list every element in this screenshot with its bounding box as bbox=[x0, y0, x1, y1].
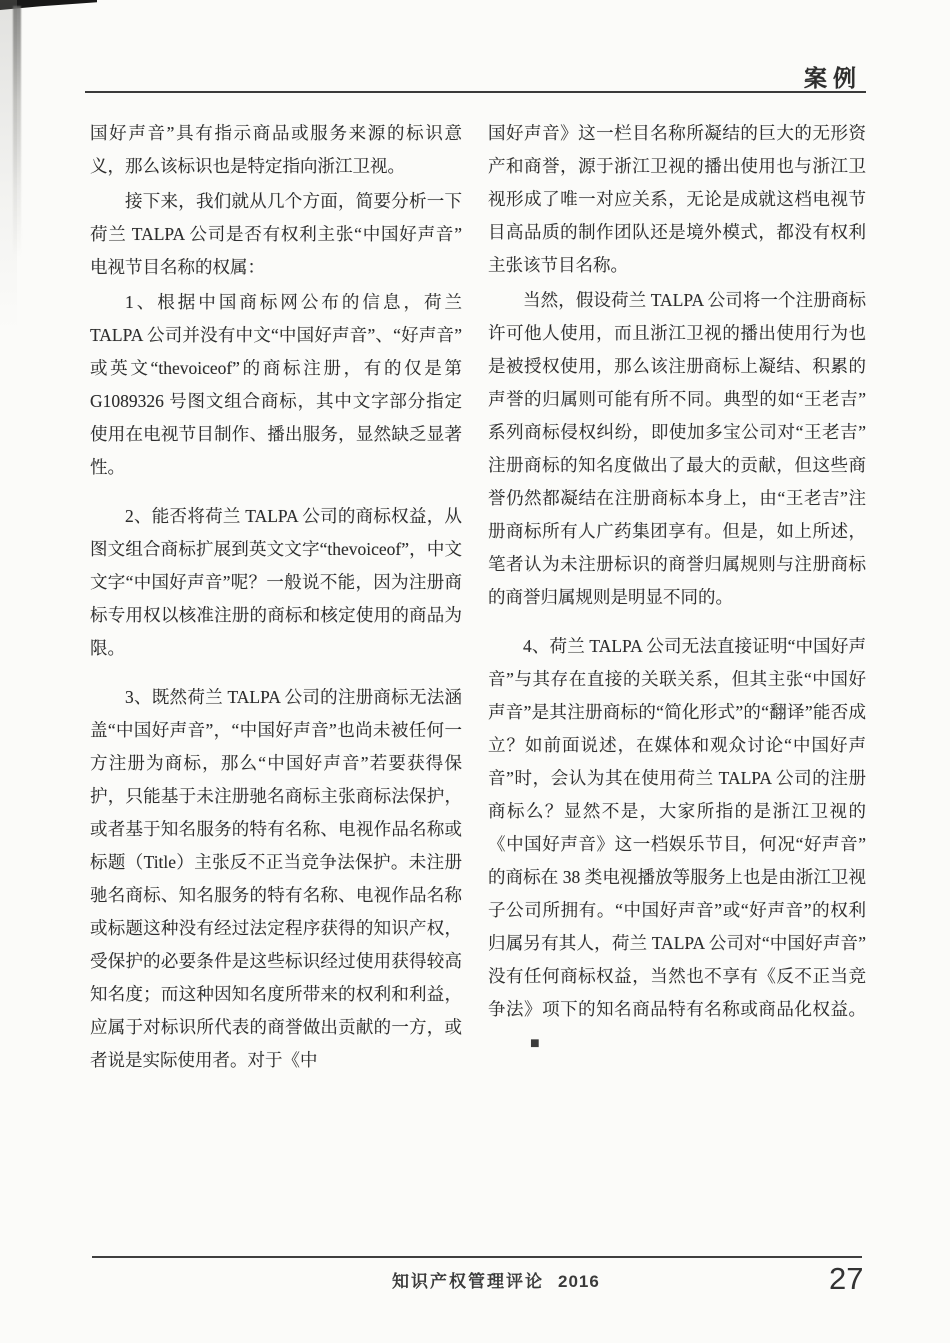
paragraph: 接下来，我们就从几个方面，简要分析一下荷兰 TALPA 公司是否有权利主张“中国好声音”电视节目名称的权属： bbox=[90, 191, 462, 277]
paragraph-text: 4、荷兰 TALPA 公司无法直接证明“中国好声音”与其存在直接的关联关系，但其主张“中国好声音”是其注册商标的“简化形式”的“翻译”能否成立？如前面说述，在媒体和观众讨论“中国好声音”时，会认为其在使用荷兰 TALPA 公司的注册商标么？显然不是，大家所指的是浙江卫视的《中国好声音》这一档娱乐节目，何况“好声音”的商标在 38 类电视播放等服务上也是由浙江卫视子公司所拥有。“中国好声音”或“好声音”的权利归属另有其人，荷兰 TALPA 公司对“中国好声音”没有任何商标权益，当然也不享有《反不正当竞争法》项下的知名商品特有名称或商品化权益。 bbox=[488, 636, 866, 1019]
footer-rule bbox=[92, 1256, 862, 1258]
paragraph: 1、根据中国商标网公布的信息，荷兰 TALPA 公司并没有中文“中国好声音”、“好声音”或英文“thevoiceof”的商标注册，有的仅是第 G1089326 号图文组合商标，其中文字部分指定使用在电视节目制作、播出服务，显然缺乏显著性。 bbox=[90, 292, 462, 477]
header-rule bbox=[85, 91, 866, 93]
paragraph bbox=[488, 630, 866, 1060]
article-end-mark-icon: ■ bbox=[530, 1035, 540, 1052]
paragraph: 国好声音”具有指示商品或服务来源的标识意义，那么该标识也是特定指向浙江卫视。 bbox=[90, 123, 462, 176]
text-column-left bbox=[90, 117, 462, 1077]
page-number: 27 bbox=[829, 1261, 864, 1296]
section-label: 案例 bbox=[804, 65, 862, 91]
paragraph: 当然，假设荷兰 TALPA 公司将一个注册商标许可他人使用，而且浙江卫视的播出使用行为也是被授权使用，那么该注册商标上凝结、积累的声誉的归属则可能有所不同。典型的如“王老吉”系列商标侵权纠纷，即使加多宝公司对“王老吉”注册商标的知名度做出了最大的贡献，但这些商誉仍然都凝结在注册商标本身上，由“王老吉”注册商标所有人广药集团享有。但是，如上所述，笔者认为未注册标识的商誉归属规则与注册商标的商誉归属规则是明显不同的。 bbox=[488, 290, 866, 607]
journal-year: 2016 bbox=[558, 1272, 600, 1291]
scan-artifact-left-line bbox=[13, 6, 21, 258]
paragraph: 3、既然荷兰 TALPA 公司的注册商标无法涵盖“中国好声音”，“中国好声音”也尚未被任何一方注册为商标，那么“中国好声音”若要获得保护，只能基于未注册驰名商标主张商标法保护，或者基于知名服务的特有名称、电视作品名称或标题（Title）主张反不正当竞争法保护。未注册驰名商标、知名服务的特有名称、电视作品名称或标题这种没有经过法定程序获得的知识产权，受保护的必要条件是这些标识经过使用获得较高知名度；而这种因知名度所带来的权利和利益，应属于对标识所代表的商誉做出贡献的一方，或者说是实际使用者。对于《中 bbox=[90, 687, 462, 1070]
footer-journal-line bbox=[392, 1267, 600, 1292]
journal-title: 知识产权管理评论 bbox=[392, 1272, 544, 1291]
paragraph: 国好声音》这一栏目名称所凝结的巨大的无形资产和商誉，源于浙江卫视的播出使用也与浙江卫视形成了唯一对应关系，无论是成就这档电视节目高品质的制作团队还是境外模式，都没有权利主张该节目名称。 bbox=[488, 123, 866, 275]
paragraph: 2、能否将荷兰 TALPA 公司的商标权益，从图文组合商标扩展到英文文字“thevoiceof”，中文文字“中国好声音”呢？一般说不能，因为注册商标专用权以核准注册的商标和核定使用的商品为限。 bbox=[90, 506, 462, 658]
text-column-right bbox=[488, 117, 866, 1060]
